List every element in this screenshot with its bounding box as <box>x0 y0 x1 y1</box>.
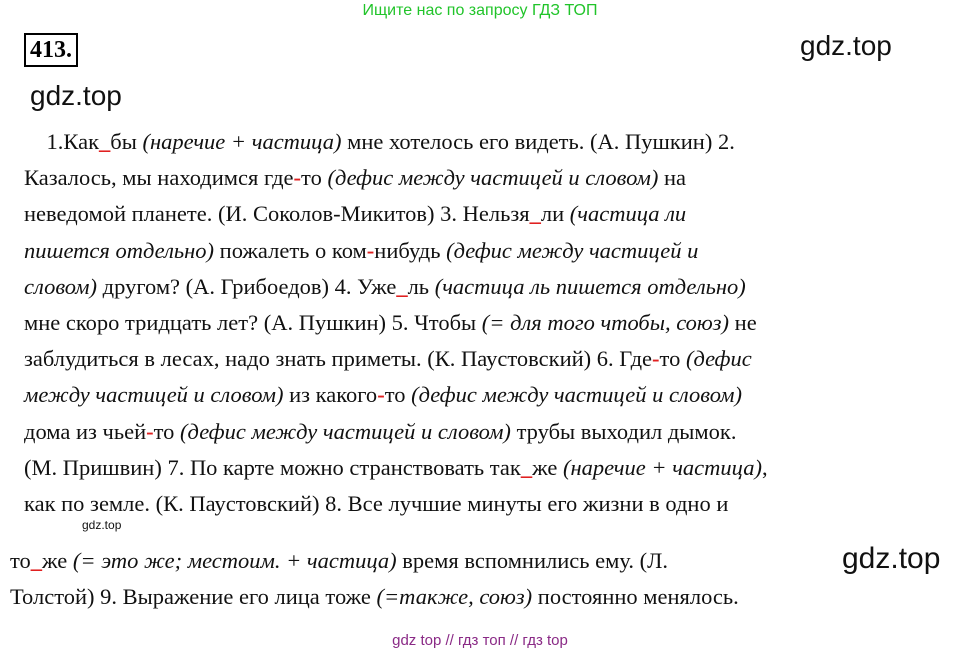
text-segment: неведомой планете. (И. Соколов-Микитов) 3. Нельзя <box>24 201 530 227</box>
spelling-mark: - <box>652 346 660 372</box>
text-segment: на <box>658 165 687 191</box>
text-segment: из какого <box>283 382 378 408</box>
text-segment: Казалось, мы находимся где <box>24 165 294 191</box>
text-line <box>10 543 739 579</box>
text-segment: то <box>384 382 412 408</box>
text-line <box>24 233 768 269</box>
italic-comment: (дефис между частицей и словом) <box>327 165 659 191</box>
text-segment: 1.Как <box>24 129 100 154</box>
watermark-top-right: gdz.top <box>800 30 892 61</box>
italic-comment: (дефис между частицей и <box>446 237 699 263</box>
italic-comment: (= это же; местоим. + частица) <box>72 548 397 573</box>
text-segment: пожалеть о ком <box>214 237 367 263</box>
text-segment: бы <box>110 129 143 154</box>
task-number: 413. <box>24 33 78 67</box>
exercise-text-part1 <box>24 124 768 522</box>
text-segment: дома из чьей <box>24 418 147 444</box>
spelling-mark: - <box>366 237 375 263</box>
text-segment: , <box>761 454 768 480</box>
italic-comment: (частица ли <box>569 201 687 227</box>
text-line <box>24 377 768 413</box>
text-line <box>24 305 768 341</box>
text-segment: мне скоро тридцать лет? (А. Пушкин) 5. Чтобы <box>24 309 482 335</box>
watermark-right: gdz.top <box>842 542 941 575</box>
spelling-mark: - <box>377 382 385 408</box>
text-segment: как по земле. (К. Паустовский) 8. Все лучшие минуты его жизни в одно и <box>24 490 729 516</box>
italic-comment: (дефис <box>685 346 752 372</box>
exercise-text-part2 <box>10 543 739 615</box>
text-line <box>24 341 768 377</box>
watermark-small: gdz.top <box>82 518 122 532</box>
search-hint-banner: Ищите нас по запросу ГДЗ ТОП <box>362 2 598 19</box>
text-line <box>10 579 739 615</box>
italic-comment: пишется отдельно) <box>24 237 215 263</box>
text-segment: заблудиться в лесах, надо знать приметы. (К. Паустовский) 6. Где <box>24 346 653 372</box>
text-segment: то <box>659 346 686 372</box>
text-segment: мне хотелось его видеть. (А. Пушкин) 2. <box>341 129 735 154</box>
italic-comment: (дефис между частицей и словом) <box>411 382 742 408</box>
text-line <box>24 486 768 522</box>
italic-comment: между частицей и словом) <box>24 382 284 408</box>
text-segment: нибудь <box>374 237 447 263</box>
spelling-mark: _ <box>99 129 111 154</box>
text-line <box>24 450 768 486</box>
text-segment: Толстой) 9. Выражение его лица тоже <box>10 584 377 610</box>
text-segment: постоянно менялось. <box>532 584 739 610</box>
spelling-mark: _ <box>30 548 43 573</box>
text-line <box>24 269 768 305</box>
text-segment: не <box>729 309 757 335</box>
watermark-left: gdz.top <box>30 80 122 111</box>
text-segment: трубы выходил дымок. <box>510 418 737 444</box>
text-segment: ли <box>540 201 570 227</box>
text-line <box>24 414 768 450</box>
text-segment: то <box>10 548 31 573</box>
italic-comment: (дефис между частицей и словом) <box>180 418 511 444</box>
spelling-mark: _ <box>529 201 541 227</box>
text-segment: то <box>153 418 181 444</box>
italic-comment: (= для того чтобы, союз) <box>481 309 730 335</box>
text-segment: время вспомнились ему. (Л. <box>396 548 669 573</box>
italic-comment: словом) <box>24 273 98 299</box>
spelling-mark: _ <box>520 454 533 480</box>
italic-comment: (наречие + частица) <box>142 129 342 154</box>
text-segment: же <box>532 454 563 480</box>
text-line <box>24 160 768 196</box>
text-segment: другом? (А. Грибоедов) 4. Уже <box>97 273 397 299</box>
spelling-mark: - <box>293 165 302 191</box>
italic-comment: (частица ль пишется отдельно) <box>434 273 746 299</box>
text-segment: (М. Пришвин) 7. По карте можно странствовать так <box>24 454 521 480</box>
text-segment: же <box>42 548 73 573</box>
spelling-mark: - <box>146 418 154 444</box>
text-line <box>24 196 768 232</box>
text-segment: то <box>301 165 328 191</box>
text-line <box>24 124 768 160</box>
text-segment: ль <box>407 273 435 299</box>
italic-comment: (наречие + частица) <box>562 454 762 480</box>
footer-watermark: gdz top // гдз топ // гдз top <box>392 632 568 649</box>
italic-comment: (=также, союз) <box>376 584 533 610</box>
spelling-mark: _ <box>396 273 408 299</box>
